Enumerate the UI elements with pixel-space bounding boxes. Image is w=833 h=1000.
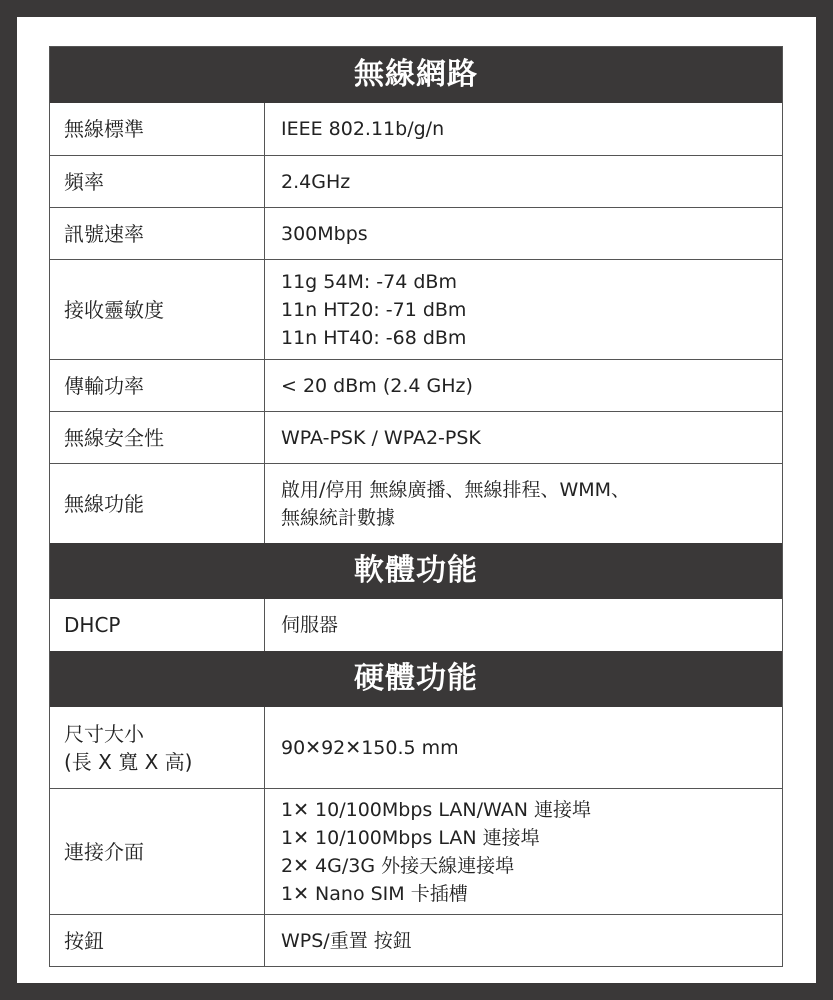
label-text: (長 X 寬 X 高) [64,749,193,774]
label-text: 無線安全性 [64,425,164,450]
row-value [265,599,782,651]
spec-table [49,46,783,967]
value-text: 11g 54M: -74 dBm [281,270,457,293]
label-text: 傳輸功率 [64,373,144,398]
table-row [50,599,782,651]
table-row [50,359,782,411]
label-text: 接收靈敏度 [64,297,164,322]
section-header-software: 軟體功能 [50,543,782,599]
row-label [50,599,265,651]
table-row [50,155,782,207]
value-text: < 20 dBm (2.4 GHz) [281,374,473,397]
row-value [265,156,782,207]
row-label [50,260,265,359]
value-text: 無線統計數據 [281,506,396,529]
row-label [50,208,265,259]
table-row [50,707,782,788]
table-row [50,463,782,543]
value-text: 11n HT40: -68 dBm [281,326,467,349]
row-value [265,707,782,788]
row-label [50,464,265,543]
row-value [265,208,782,259]
table-row [50,259,782,359]
row-value [265,260,782,359]
label-text: 無線標準 [64,117,144,141]
value-text: 1✕ 10/100Mbps LAN 連接埠 [281,826,540,849]
value-text: 2.4GHz [281,170,351,193]
label-text: DHCP [64,613,121,637]
value-text: 2✕ 4G/3G 外接天線連接埠 [281,854,515,877]
row-label [50,360,265,411]
row-value [265,464,782,543]
row-value [265,360,782,411]
label-text: 尺寸大小 [64,721,144,746]
label-text: 按鈕 [64,928,104,953]
section-header-wireless: 無線網路 [50,47,782,103]
row-label [50,103,265,155]
value-text: 1✕ 10/100Mbps LAN/WAN 連接埠 [281,798,591,821]
value-text: 1✕ Nano SIM 卡插槽 [281,882,468,905]
row-label [50,707,265,788]
table-row [50,914,782,966]
table-row [50,411,782,463]
row-value [265,103,782,155]
table-row [50,103,782,155]
label-text: 無線功能 [64,491,144,516]
label-text: 連接介面 [64,839,144,864]
label-text: 訊號速率 [64,221,144,246]
row-value [265,789,782,914]
row-label [50,789,265,914]
section-header-hardware: 硬體功能 [50,651,782,707]
value-text: 伺服器 [281,614,339,636]
table-row [50,207,782,259]
value-text: WPA-PSK / WPA2-PSK [281,426,481,449]
row-label [50,915,265,966]
value-text: 11n HT20: -71 dBm [281,298,467,321]
row-label [50,156,265,207]
value-text: 90✕92✕150.5 mm [281,736,459,759]
value-text: WPS/重置 按鈕 [281,929,412,952]
row-value [265,915,782,966]
row-label [50,412,265,463]
table-row [50,788,782,914]
value-text: IEEE 802.11b/g/n [281,118,445,140]
label-text: 頻率 [64,169,104,194]
row-value [265,412,782,463]
value-text: 300Mbps [281,222,368,245]
value-text: 啟用/停用 無線廣播、無線排程、WMM、 [281,478,631,501]
